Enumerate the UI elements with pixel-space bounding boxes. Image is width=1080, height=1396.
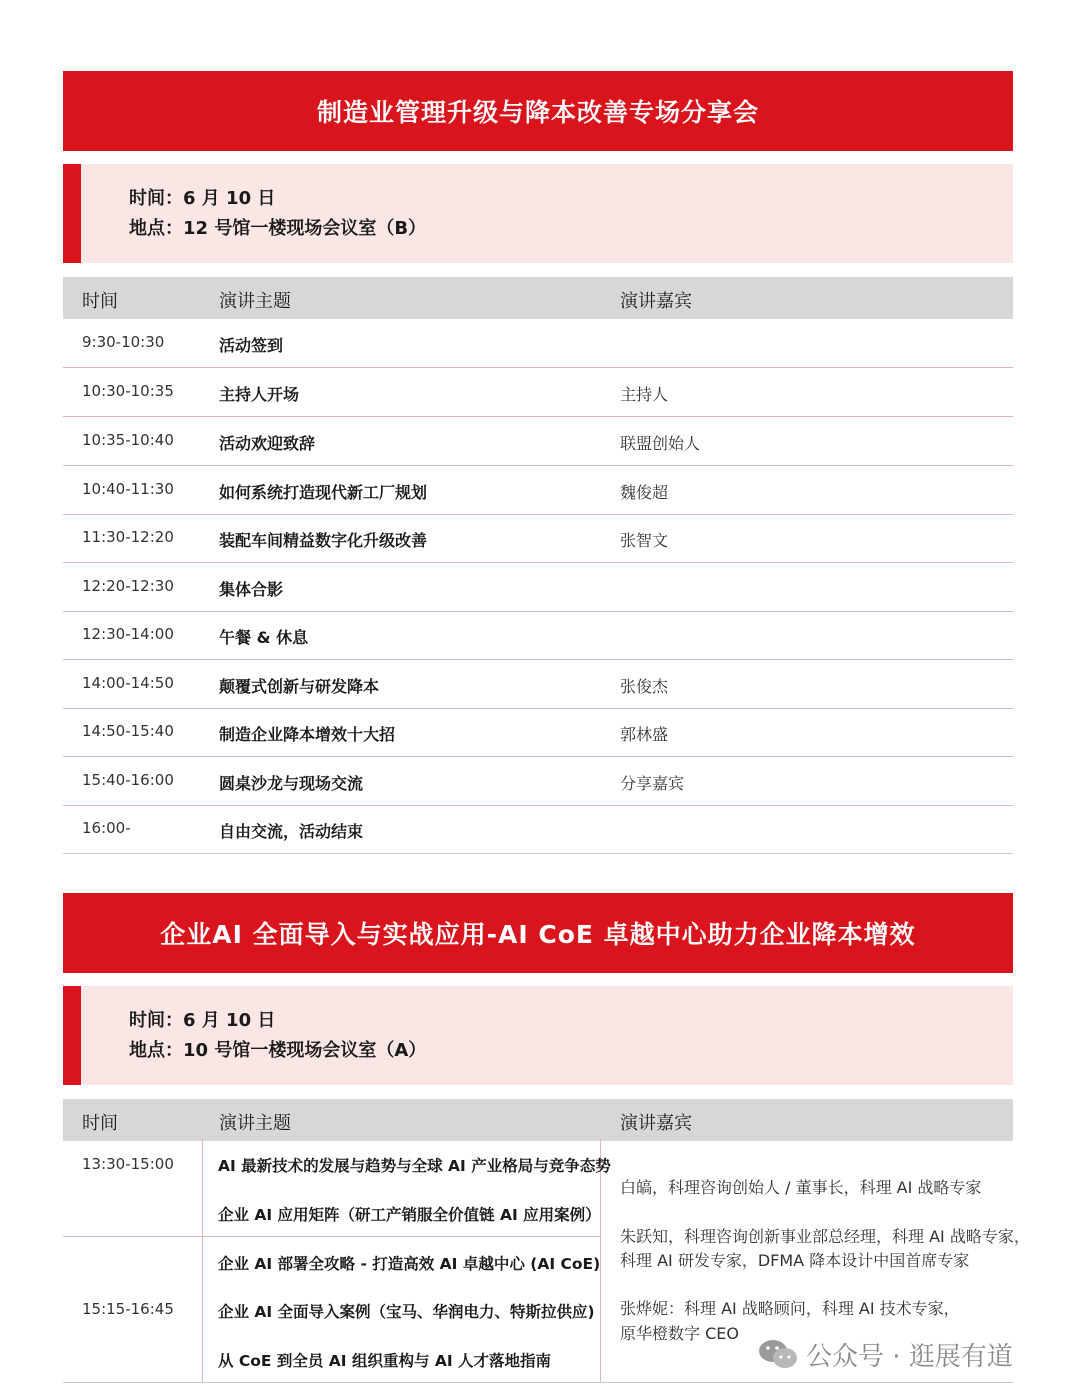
section2-place: 地点：10 号馆一楼现场会议室（A） (129, 1040, 427, 1061)
table-row (63, 368, 1013, 417)
row-topic: 午餐 & 休息 (219, 628, 309, 647)
row-speaker: 郭林盛 (620, 725, 669, 744)
row-speaker: 联盟创始人 (620, 434, 701, 453)
wechat-icon (758, 1338, 798, 1370)
row-time: 14:00-14:50 (82, 674, 174, 692)
row-speaker: 分享嘉宾 (620, 774, 685, 793)
table-row (63, 466, 1013, 515)
speaker-line-4: 张烨妮：科理 AI 战略顾问，科理 AI 技术专家， (620, 1299, 960, 1318)
row-time: 10:35-10:40 (82, 431, 174, 449)
header-speaker: 演讲嘉宾 (620, 291, 692, 312)
row-topic: 主持人开场 (219, 385, 300, 404)
row-time: 12:30-14:00 (82, 625, 174, 643)
block1-topic-1: AI 最新技术的发展与趋势与全球 AI 产业格局与竞争态势 (218, 1157, 611, 1175)
row-time: 14:50-15:40 (82, 722, 174, 740)
row-time: 12:20-12:30 (82, 577, 174, 595)
row-time: 16:00- (82, 819, 131, 837)
row-divider (63, 1382, 1013, 1383)
block2-time: 15:15-16:45 (82, 1300, 174, 1318)
row-time: 11:30-12:20 (82, 528, 174, 546)
column-divider (202, 1139, 203, 1383)
section1-info-box (63, 164, 1013, 263)
header-topic: 演讲主题 (219, 291, 291, 312)
speaker-line-3: 科理 AI 研发专家，DFMA 降本设计中国首席专家 (620, 1251, 970, 1270)
row-speaker: 张俊杰 (620, 677, 669, 696)
header-topic: 演讲主题 (219, 1113, 291, 1134)
table-row (63, 660, 1013, 709)
section2-time: 时间：6 月 10 日 (129, 1010, 276, 1031)
table-row (63, 417, 1013, 466)
speaker-line-5: 原华橙数字 CEO (620, 1324, 739, 1343)
row-speaker: 魏俊超 (620, 483, 669, 502)
row-topic: 活动签到 (219, 336, 284, 355)
row-topic: 如何系统打造现代新工厂规划 (219, 483, 428, 502)
row-divider (63, 1236, 601, 1237)
block2-topic-2: 企业 AI 全面导入案例（宝马、华润电力、特斯拉供应) (218, 1303, 595, 1321)
block1-time: 13:30-15:00 (82, 1155, 174, 1173)
header-speaker: 演讲嘉宾 (620, 1113, 692, 1134)
row-topic: 集体合影 (219, 580, 284, 599)
row-speaker: 张智文 (620, 531, 669, 550)
block1-topic-2: 企业 AI 应用矩阵（研工产销服全价值链 AI 应用案例） (218, 1206, 601, 1224)
table-row (63, 611, 1013, 660)
header-time: 时间 (82, 291, 118, 312)
row-topic: 装配车间精益数字化升级改善 (219, 531, 428, 550)
row-topic: 活动欢迎致辞 (219, 434, 316, 453)
row-topic: 自由交流，活动结束 (219, 822, 364, 841)
row-speaker: 主持人 (620, 385, 669, 404)
section2-title: 企业AI 全面导入与实战应用-AI CoE 卓越中心助力企业降本增效 (160, 920, 916, 949)
block2-topic-3: 从 CoE 到全员 AI 组织重构与 AI 人才落地指南 (218, 1352, 552, 1370)
watermark (758, 1334, 1013, 1374)
table-row (63, 708, 1013, 757)
row-topic: 圆桌沙龙与现场交流 (219, 774, 364, 793)
table-row (63, 805, 1013, 854)
row-time: 10:30-10:35 (82, 382, 174, 400)
watermark-text: 公众号 · 逛展有道 (806, 1341, 1013, 1372)
section1-title: 制造业管理升级与降本改善专场分享会 (316, 98, 759, 127)
block2-topic-1: 企业 AI 部署全攻略 - 打造高效 AI 卓越中心 (AI CoE) (218, 1255, 601, 1273)
speaker-line-2: 朱跃知，科理咨询创新事业部总经理，科理 AI 战略专家， (620, 1227, 1030, 1246)
table-row (63, 514, 1013, 563)
table-row (63, 563, 1013, 612)
row-time: 15:40-16:00 (82, 771, 174, 789)
row-topic: 颠覆式创新与研发降本 (219, 677, 380, 696)
section2-table-header (63, 1099, 1013, 1141)
section1-title-banner (63, 71, 1013, 151)
section2-title-banner (63, 893, 1013, 973)
section1-place: 地点：12 号馆一楼现场会议室（B） (129, 218, 427, 239)
row-time: 10:40-11:30 (82, 480, 174, 498)
row-topic: 制造企业降本增效十大招 (219, 725, 396, 744)
section2-info-box (63, 986, 1013, 1085)
speaker-line-1: 白皜，科理咨询创始人 / 董事长，科理 AI 战略专家 (620, 1178, 982, 1197)
table-row (63, 319, 1013, 368)
table-row (63, 757, 1013, 806)
section1-time: 时间：6 月 10 日 (129, 188, 276, 209)
section1-table-header (63, 277, 1013, 319)
row-time: 9:30-10:30 (82, 333, 165, 351)
header-time: 时间 (82, 1113, 118, 1134)
